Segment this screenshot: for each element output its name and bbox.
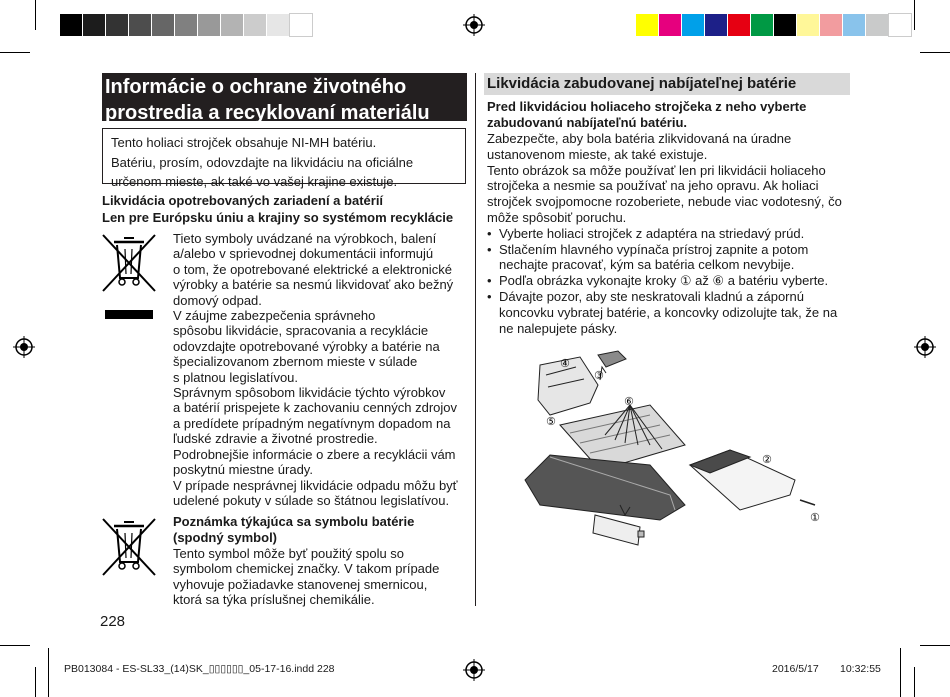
intro-line: určenom mieste, ak také vo vašej krajine existuje.	[111, 174, 398, 189]
right-para-line: strojček svojpomocne rozoberiete, nebude viac vodotesný, čo	[487, 194, 842, 210]
step-label-1: ①	[810, 511, 820, 524]
weee-text-line: a batérií prispejete k zachovaniu cenných zdrojov	[173, 400, 457, 416]
color-swatch	[129, 14, 151, 36]
note-text-line: symbolom chemickej značky. V takom prípade	[173, 561, 440, 577]
weee-text-line: poskytnú miestne úrady.	[173, 462, 313, 478]
color-swatch	[682, 14, 704, 36]
crop-mark	[920, 645, 950, 646]
crossed-out-bin-icon	[100, 232, 158, 294]
intro-line: Batériu, prosím, odovzdajte na likvidáciu na oficiálne	[111, 154, 414, 170]
crop-mark	[48, 648, 49, 697]
list-item-text: • Stlačením hlavného vypínača prístroj zapnite a potom	[499, 241, 809, 257]
color-swatch	[843, 14, 865, 36]
weee-text-line: ľudské zdravie a životné prostredie.	[173, 431, 378, 447]
intro-box	[102, 128, 466, 189]
weee-text-line: odovzdajte opotrebované výrobky a batérie na	[173, 338, 440, 354]
step-label-5: ⑤	[546, 415, 556, 428]
crossed-out-bin-icon	[100, 516, 158, 578]
color-swatch	[728, 14, 750, 36]
footer-time: 10:32:55	[840, 663, 881, 675]
right-para-line: Zabezpečte, aby bola batéria zlikvidovaná na úradne	[487, 131, 792, 146]
color-swatch	[636, 14, 658, 36]
note-heading-line1: Poznámka týkajúca sa symbolu batérie	[173, 514, 415, 529]
registration-mark-icon	[914, 336, 936, 358]
disposal-heading-line2: Len pre Európsku úniu a krajiny so systémom recyklácie	[102, 210, 454, 225]
right-para-line: ustanovenom mieste, ak také existuje.	[487, 146, 708, 162]
instruction-list	[487, 226, 852, 337]
right-para-line: strojčeka a nesmie sa používať na jeho opravu. Ak holiaci	[487, 178, 819, 194]
crop-mark	[900, 648, 901, 697]
left-title-line2: prostredia a recyklovaní materiálu	[105, 102, 430, 124]
list-item-text: nechajte pracovať, kým sa batéria celkom nevybije.	[499, 257, 795, 273]
right-bold-line2: zabudovanú nabíjateľnú batériu.	[487, 115, 688, 130]
disposal-heading	[102, 192, 453, 226]
page-number: 228	[100, 613, 126, 630]
color-swatch	[152, 14, 174, 36]
note-text-line: Tento symbol môže byť použitý spolu so	[173, 546, 405, 561]
list-item-text: • Dávajte pozor, aby ste neskratovali kladnú a zápornú	[499, 288, 804, 304]
weee-text-line: spôsobu likvidácie, spracovania a recyklácie	[173, 323, 429, 339]
step-label-6: ⑥	[624, 395, 634, 408]
registration-mark-icon	[463, 659, 485, 681]
note-heading-line2: (spodný symbol)	[173, 530, 278, 545]
weee-text-line: V záujme zabezpečenia správneho	[173, 308, 376, 324]
color-swatch	[60, 14, 82, 36]
crop-mark	[35, 0, 36, 30]
right-para-line: môže spôsobiť poruchu.	[487, 209, 627, 225]
list-item	[487, 242, 852, 274]
battery-note	[173, 514, 468, 608]
intro-line: Tento holiaci strojček obsahuje NI-MH batériu.	[111, 135, 377, 150]
disassembly-diagram	[510, 345, 840, 555]
color-swatch	[820, 14, 842, 36]
color-swatch	[797, 14, 819, 36]
footer-date: 2016/5/17	[772, 663, 819, 675]
list-item	[487, 289, 852, 336]
color-swatch	[221, 14, 243, 36]
weee-text-line: a/alebo v sprievodnej dokumentácii informujú	[173, 246, 434, 262]
weee-text-block	[173, 231, 468, 508]
color-swatch	[267, 14, 289, 36]
note-text-line: vyhovuje požiadavke stanovenej smernicou,	[173, 576, 428, 592]
right-heading-box	[484, 73, 850, 95]
color-swatch	[175, 14, 197, 36]
registration-mark-icon	[463, 14, 485, 36]
left-title-line1: Informácie o ochrane životného	[105, 76, 407, 98]
weee-text-line: a predídete prípadným negatívnym dopadom na	[173, 415, 451, 431]
list-item	[487, 273, 852, 289]
step-label-3: ③	[594, 369, 604, 382]
list-item-text: • Podľa obrázka vykonajte kroky ① až ⑥ a batériu vyberte.	[499, 273, 829, 289]
weee-text-line: Správnym spôsobom likvidácie týchto výrobkov	[173, 385, 446, 401]
weee-text-line: o tom, že opotrebované elektrické a elektronické	[173, 261, 452, 277]
list-item-text: ne nalepujete pásky.	[499, 320, 618, 336]
color-swatch	[866, 14, 888, 36]
list-item	[487, 226, 852, 242]
right-body	[487, 99, 852, 336]
right-bold-line1: Pred likvidáciou holiaceho strojčeka z neho vyberte	[487, 99, 807, 114]
color-swatch	[198, 14, 220, 36]
color-swatch	[774, 14, 796, 36]
note-text-line: ktorá sa týka príslušnej chemikálie.	[173, 592, 375, 608]
color-swatch	[106, 14, 128, 36]
color-swatch	[290, 14, 312, 36]
color-swatch	[659, 14, 681, 36]
weee-text-line: udelené pokuty v súlade so štátnou legislatívou.	[173, 492, 450, 508]
left-title-box	[102, 73, 467, 124]
list-item-text: koncovku vybratej batérie, a koncovky odizolujte tak, že na	[499, 304, 838, 320]
registration-mark-icon	[13, 336, 35, 358]
weee-text-line: V prípade nesprávnej likvidácie odpadu môžu byť	[173, 477, 458, 493]
color-swatch	[83, 14, 105, 36]
weee-text-line: domový odpad.	[173, 292, 262, 308]
footer-file: PB013084 - ES-SL33_(14)SK_▯▯▯▯▯▯_05-17-16.indd 228	[64, 663, 335, 675]
list-item-text: • Vyberte holiaci strojček z adaptéra na striedavý prúd.	[499, 225, 805, 241]
color-swatch	[244, 14, 266, 36]
crop-mark	[0, 52, 30, 53]
crop-mark	[914, 667, 915, 697]
right-heading: Likvidácia zabudovanej nabíjateľnej batérie	[487, 75, 797, 92]
weee-text-line: špecializovanom zbernom mieste v súlade	[173, 354, 418, 370]
right-para-line: Tento obrázok sa môže používať len pri likvidácii holiaceho	[487, 162, 826, 178]
weee-text-line: s platnou legislatívou.	[173, 369, 299, 385]
black-bar-symbol	[105, 310, 153, 319]
weee-text-line: výrobky a batérie sa nesmú likvidovať ako bežný	[173, 277, 454, 293]
weee-text-line: Podrobnejšie informácie o zbere a recyklácii vám	[173, 446, 456, 462]
color-swatch	[751, 14, 773, 36]
crop-mark	[914, 0, 915, 30]
step-label-4: ④	[560, 357, 570, 370]
step-label-2: ②	[762, 453, 772, 466]
crop-mark	[35, 667, 36, 697]
weee-text-line: Tieto symboly uvádzané na výrobkoch, balení	[173, 231, 437, 246]
disposal-heading-line1: Likvidácia opotrebovaných zariadení a batérií	[102, 193, 384, 208]
crop-mark	[0, 645, 30, 646]
color-swatch	[705, 14, 727, 36]
column-divider	[475, 73, 476, 606]
color-swatch	[889, 14, 911, 36]
crop-mark	[920, 52, 950, 53]
